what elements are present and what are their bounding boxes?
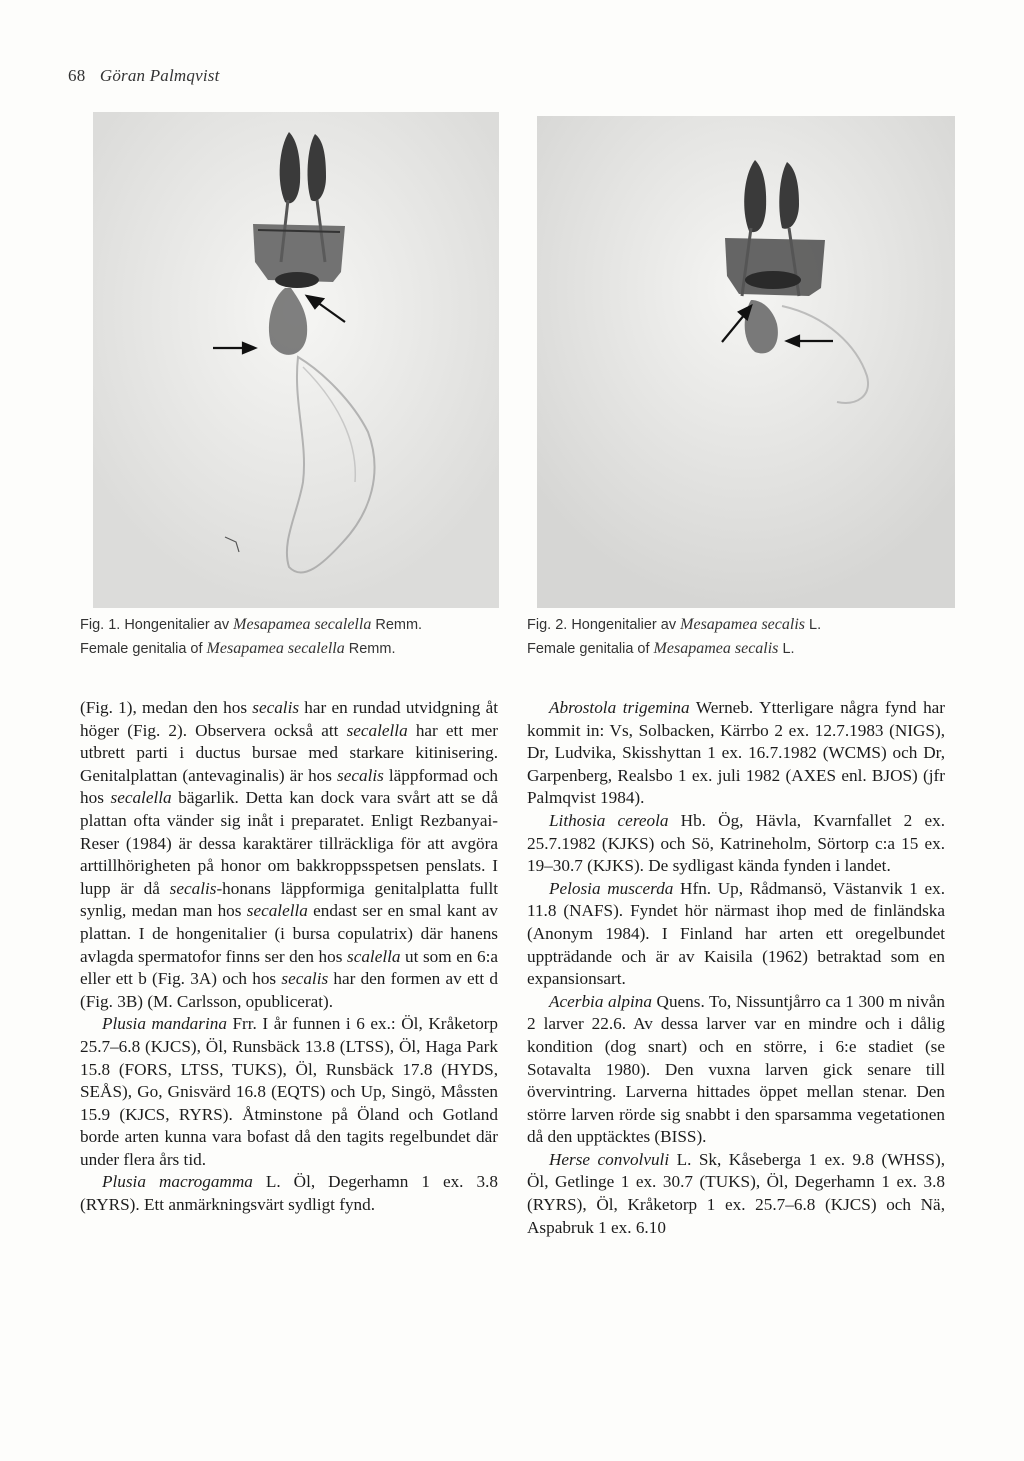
species-name: secalella [110,788,172,808]
figure-1-caption-sv: Fig. 1. Hongenitalier av Mesapamea secalella Remm. [80,616,423,633]
paragraph-abrostola-trigemina [527,697,945,810]
paragraph-pelosia-muscerda [527,878,945,991]
species-name: Plusia mandarina [102,1014,227,1034]
figure-1-photo [93,112,499,608]
species-name: Plusia macrogamma [102,1172,253,1192]
text-run: ut som en 6:a eller ett b (Fig. 3A) och hos [80,946,498,989]
species-name: scalella [347,946,401,966]
text-run: L. Sk, Kåseberga 1 ex. 9.8 (WHSS), Öl, Getlinge 1 ex. 30.7 (TUKS), Öl, Degerhamn 1 ex. 3.8 (RYRS), Öl, Kråketorp 1 ex. 25.7–6.8 (KJCS) och Nä, Aspabruk 1 ex. 6.10 [527,1149,945,1237]
species-name: secalella [346,720,408,740]
text-run: har en rundad utvidgning åt höger (Fig. 2). Observera också att [80,698,498,740]
paragraph-herse-convolvuli [527,1149,945,1239]
figure-2-caption [527,613,821,661]
text-run: Hb. Ög, Hävla, Kvarnfallet 2 ex. 25.7.1982 (KJKS) och Sö, Katrineholm, Sörtorp c:a 15 ex. 19–30.7 (KJKS). De sydligast kända fynden i landet. [527,810,945,876]
right-text-column [527,697,945,1239]
figure-1-caption [80,613,422,661]
paragraph-acerbia-alpina [527,991,945,1149]
author-name: Göran Palmqvist [99,66,220,85]
species-name: secalella [246,901,308,921]
text-run: bägarlik. Detta kan dock vara svårt att se då plattan ofta vänder sig inåt i preparatet. Enligt Rezbanyai-Reser (1984) är dessa karaktärer tillräckliga för att avgöra arttillhörigheten på honor om bakkroppsspetsen penslats. I lupp är då [80,788,498,898]
figure-1-genitalia-drawing [93,112,499,608]
figure-2-caption-sv: Fig. 2. Hongenitalier av Mesapamea secalis L. [527,616,822,633]
text-run: -honans läppformiga genitalplatta fullt synlig, medan man hos [80,878,498,921]
species-name: secalis [281,969,329,989]
text-run: endast ser en smal kant av plattan. I de hongenitalier (i bursa copulatrix) där hanens avlagda spermatofor finns ser den hos [80,901,498,966]
species-name: Acerbia alpina [549,991,652,1011]
paragraph-lithosia-cereola [527,810,945,878]
text-run: (Fig. 1), medan den hos [80,698,253,717]
species-name: Herse convolvuli [549,1149,670,1169]
species-name: secalis [337,765,384,785]
left-text-column [80,697,498,1217]
text-run: Frr. I år funnen i 6 ex.: Öl, Kråketorp 25.7–6.8 (KJCS), Öl, Runsbäck 13.8 (LTSS), Öl, Haga Park 15.8 (FORS, LTSS, TUKS), Öl, Runsbäck 17.8 (HYDS, SEÅS), Go, Gnisvärd 16.8 (EQTS) och Up, Singö, Måssten 15.9 (KJCS, RYRS). Åtminstone på Öland och Gotland borde arten kunna vara bofast då den tagits regelbundet där under flera års tid. [80,1014,498,1169]
figure-1-caption-en: Female genitalia of Mesapamea secalella Remm. [80,640,396,657]
figure-2-genitalia-drawing [537,116,955,608]
paragraph-plusia-macrogamma [80,1171,498,1216]
text-run: L. Öl, Degerhamn 1 ex. 3.8 (RYRS). Ett anmärkningsvärt sydligt fynd. [80,1172,498,1215]
species-name: secalis [252,698,300,717]
species-name: Lithosia cereola [549,810,669,830]
figure-2-caption-en: Female genitalia of Mesapamea secalis L. [527,640,795,657]
species-name: Pelosia muscerda [549,878,674,898]
species-name: secalis [169,878,217,898]
paragraph-plusia-mandarina [80,1013,498,1171]
text-run: har ett mer utbrett parti i ductus bursae med starkare kitinisering. Genitalplattan (antevaginalis) är hos [80,720,498,785]
page-number: 68 [68,66,86,85]
text-run: har den formen av ett d (Fig. 3B) (M. Carlsson, opublicerat). [80,969,498,1011]
text-run: Hfn. Up, Rådmansö, Västanvik 1 ex. 11.8 (NAFS). Fyndet hör närmast ihop med de finländska (Anonym 1984). I Finland har arten ett oregelbundet uppträdande och är av Kaisila (1962) betraktad som en expansionsart. [527,878,945,989]
species-name: Abrostola trigemina [549,698,690,717]
figure-2-photo [537,116,955,608]
running-head [68,66,220,86]
text-run: Quens. To, Nissuntjårro ca 1 300 m nivån 2 larver 22.6. Av dessa larver var en mindre och i dålig kondition (dog snart) och en större, i 6:e stadiet (se Sotavalta 1980). Den vuxna larven gick senare till övervintring. Larverna hittades öppet mellan stenar. Den större larven rörde sig snabbt i den sparsamma vegetationen då den upptäcktes (BISS). [527,991,945,1147]
paragraph [80,697,498,1013]
text-run: Werneb. Ytterligare några fynd har kommit in: Vs, Solbacken, Kärrbo 2 ex. 12.7.1983 (NIGS), Dr, Ludvika, Skisshyttan 1 ex. 16.7.1982 (WCMS) och Dr, Garpenberg, Realsbo 1 ex. juli 1982 (AXES enl. BJOS) (jfr Palmqvist 1984). [527,698,946,808]
text-run: läppformad och hos [80,765,499,808]
